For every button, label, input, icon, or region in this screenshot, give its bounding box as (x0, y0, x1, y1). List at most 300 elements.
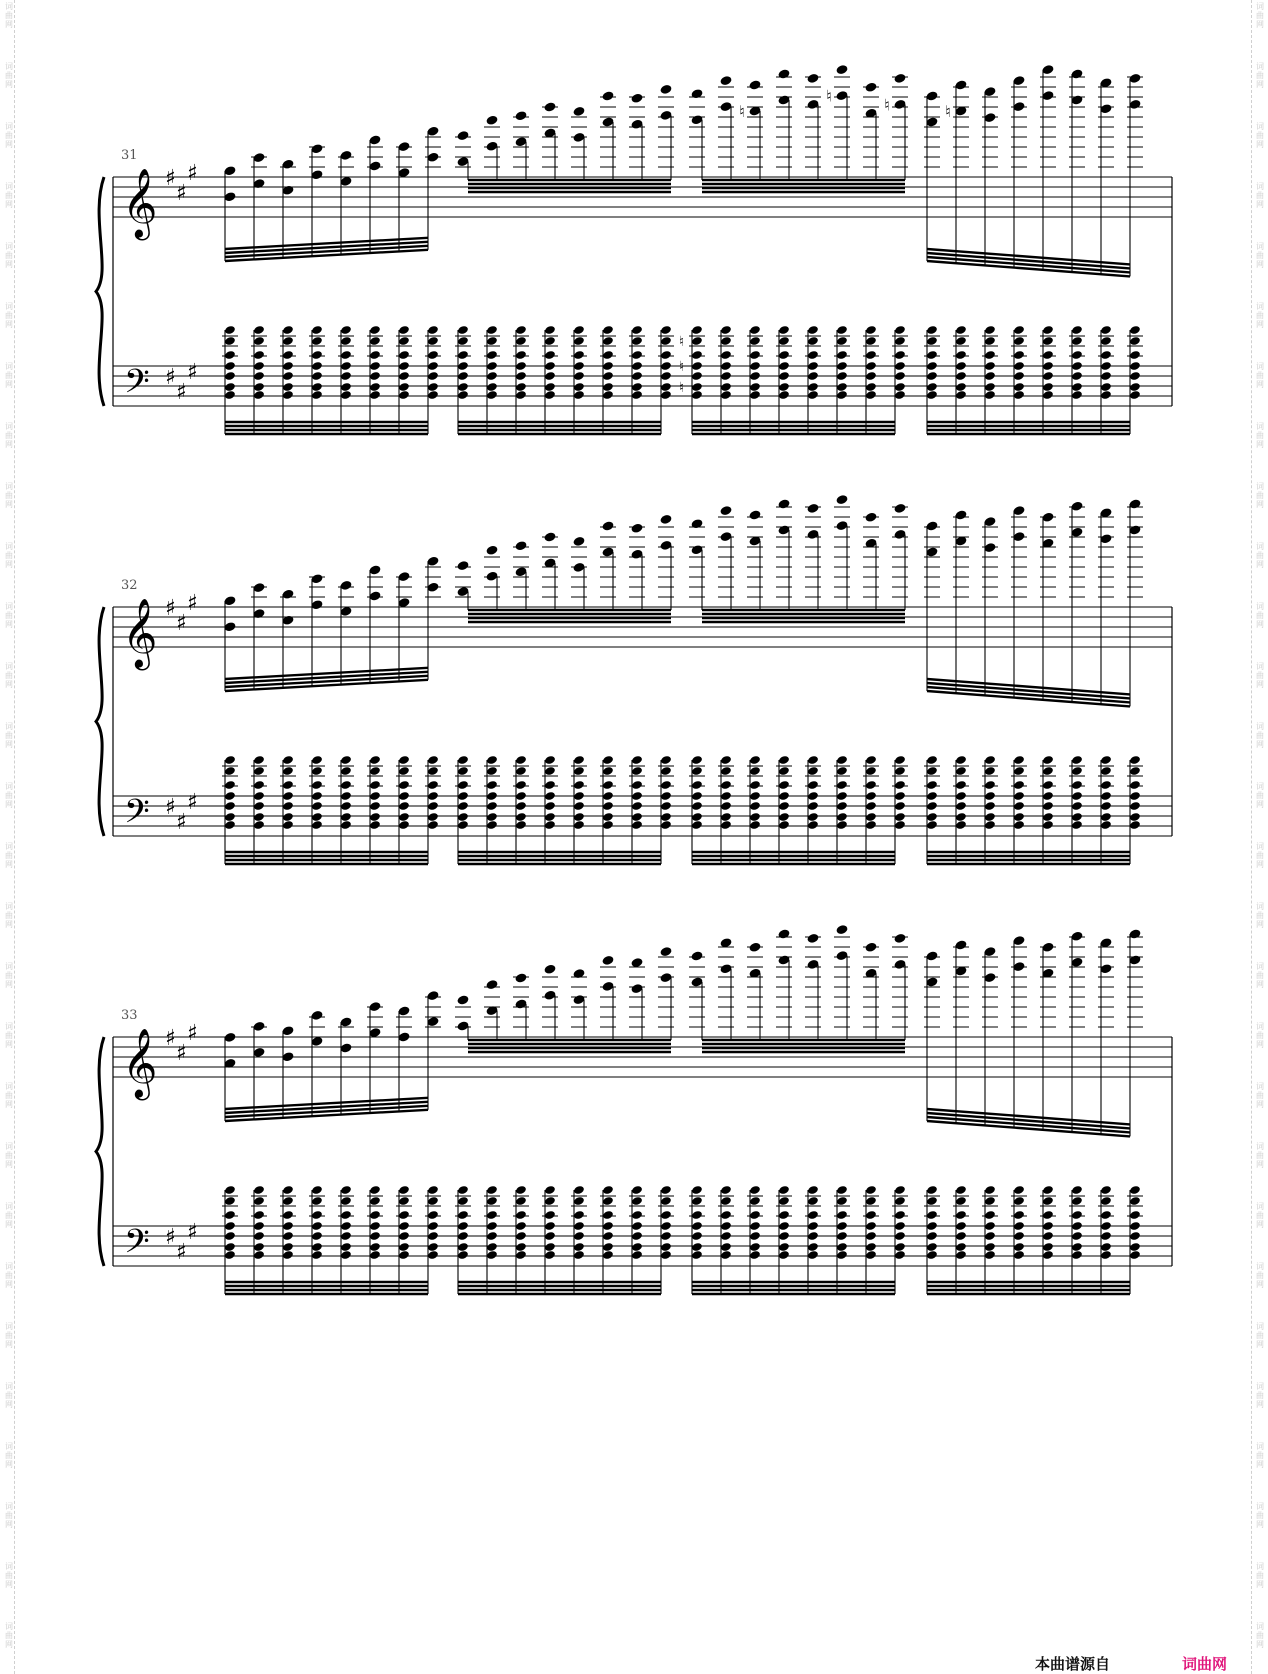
chord-note-head (486, 801, 498, 811)
chord-note-head (573, 1242, 585, 1252)
chord-note-head (660, 755, 672, 765)
chord-note-head (253, 1196, 265, 1206)
chord-note-head (282, 1231, 294, 1241)
key-sharp: ♯ (187, 1220, 198, 1245)
chord-note-head (515, 755, 527, 765)
chord-note-head (253, 325, 265, 335)
chord-note-head (807, 1221, 819, 1231)
chord-note-head (253, 390, 265, 400)
chord-note-head (573, 390, 585, 400)
chord-note-head (573, 766, 585, 776)
chord-note-head (369, 1242, 381, 1252)
chord-note-head (427, 1196, 439, 1206)
watermark-glyph: 词 曲 网 (5, 1442, 13, 1469)
chord-note-head (1013, 1221, 1025, 1231)
chord-note-head (1071, 791, 1083, 801)
system-33 (96, 924, 1172, 1294)
chord-note-head (955, 820, 967, 830)
watermark-glyph: 词 曲 网 (1256, 122, 1264, 149)
chord-note-head (602, 820, 614, 830)
chord-note-head (631, 1185, 643, 1195)
chord-note-head (253, 755, 265, 765)
chord-note-head (1100, 791, 1112, 801)
chord-note-head (984, 1242, 996, 1252)
chord-note-head (631, 1242, 643, 1252)
chord-note-head (1013, 336, 1025, 346)
note-head (690, 950, 703, 961)
chord-note-head (1042, 336, 1054, 346)
chord-note-head (749, 1242, 761, 1252)
chord-note-head (1013, 755, 1025, 765)
chord-note-head (631, 336, 643, 346)
chord-note-head (691, 325, 703, 335)
chord-note-head (311, 361, 323, 371)
chord-note-head (691, 382, 703, 392)
note-head (835, 924, 848, 935)
chord-note-head (631, 390, 643, 400)
chord-note-head (573, 1221, 585, 1231)
note-head (806, 933, 819, 944)
watermark-glyph: 词 曲 网 (1256, 962, 1264, 989)
chord-note-head (836, 1210, 848, 1220)
chord-note-head (573, 382, 585, 392)
note-head (485, 545, 498, 556)
chord-note-head (660, 1231, 672, 1241)
chord-note-head (955, 812, 967, 822)
chord-note-head (1100, 1250, 1112, 1260)
chord-note-head (224, 1250, 236, 1260)
chord-note-head (544, 336, 556, 346)
chord-note-head (720, 791, 732, 801)
chord-note-head (1013, 820, 1025, 830)
chord-note-head (544, 755, 556, 765)
chord-note-head (340, 1242, 352, 1252)
chord-note-head (778, 766, 790, 776)
chord-note-head (427, 1210, 439, 1220)
chord-note-head (457, 350, 469, 360)
chord-note-head (282, 780, 294, 790)
chord-note-head (486, 755, 498, 765)
chord-note-head (894, 766, 906, 776)
chord-note-head (340, 801, 352, 811)
chord-note-head (340, 1231, 352, 1241)
chord-note-head (955, 1196, 967, 1206)
chord-note-head (691, 766, 703, 776)
chord-note-head (984, 390, 996, 400)
chord-note-head (631, 791, 643, 801)
chord-note-head (224, 1185, 236, 1195)
chord-note-head (602, 780, 614, 790)
chord-note-head (1100, 371, 1112, 381)
chord-note-head (224, 350, 236, 360)
chord-note-head (340, 791, 352, 801)
note-head (659, 946, 672, 957)
watermark-glyph: 词 曲 网 (1256, 842, 1264, 869)
chord-note-head (926, 1196, 938, 1206)
chord-note-head (1071, 1231, 1083, 1241)
natural-accidental: ♮ (945, 102, 951, 121)
chord-note-head (486, 361, 498, 371)
chord-note-head (340, 755, 352, 765)
note-head (719, 505, 732, 516)
watermark-glyph: 词 曲 网 (1256, 182, 1264, 209)
watermark-glyph: 词 曲 网 (1256, 722, 1264, 749)
chord-note-head (457, 766, 469, 776)
chord-note-head (427, 1221, 439, 1231)
chord-note-head (955, 361, 967, 371)
footer-source-label: 本曲谱源自 (1035, 1655, 1111, 1673)
chord-note-head (660, 1196, 672, 1206)
chord-note-head (1100, 325, 1112, 335)
chord-note-head (926, 1185, 938, 1195)
chord-note-head (427, 1242, 439, 1252)
chord-note-head (486, 1221, 498, 1231)
chord-note-head (807, 1196, 819, 1206)
chord-note-head (807, 336, 819, 346)
chord-note-head (926, 755, 938, 765)
watermark-glyph: 词 曲 网 (1256, 2, 1264, 29)
natural-accidental: ♮ (679, 334, 685, 350)
chord-note-head (398, 1221, 410, 1231)
chord-note-head (1129, 1250, 1141, 1260)
chord-note-head (807, 1250, 819, 1260)
footer-brand-link[interactable]: 词曲网 (1182, 1655, 1228, 1673)
chord-note-head (865, 755, 877, 765)
chord-note-head (955, 766, 967, 776)
chord-note-head (1042, 755, 1054, 765)
chord-note-head (1013, 780, 1025, 790)
chord-note-head (282, 382, 294, 392)
chord-note-head (224, 780, 236, 790)
chord-note-head (311, 336, 323, 346)
chord-note-head (865, 812, 877, 822)
treble-clef: 𝄞 (122, 168, 158, 238)
chord-note-head (807, 780, 819, 790)
chord-note-head (720, 1231, 732, 1241)
chord-note-head (544, 390, 556, 400)
chord-note-head (660, 382, 672, 392)
chord-note-head (515, 1185, 527, 1195)
chord-note-head (1013, 390, 1025, 400)
chord-note-head (573, 1185, 585, 1195)
chord-note-head (807, 766, 819, 776)
key-sharp: ♯ (165, 1225, 176, 1250)
chord-note-head (749, 801, 761, 811)
chord-note-head (720, 766, 732, 776)
chord-note-head (340, 350, 352, 360)
chord-note-head (836, 361, 848, 371)
chord-note-head (1100, 1185, 1112, 1195)
chord-note-head (894, 820, 906, 830)
chord-note-head (398, 820, 410, 830)
chord-note-head (984, 1185, 996, 1195)
chord-note-head (224, 382, 236, 392)
key-sharp: ♯ (176, 181, 187, 206)
chord-note-head (1129, 336, 1141, 346)
chord-note-head (1071, 371, 1083, 381)
chord-note-head (369, 801, 381, 811)
chord-note-head (955, 382, 967, 392)
chord-note-head (691, 1242, 703, 1252)
chord-note-head (691, 812, 703, 822)
chord-note-head (573, 801, 585, 811)
chord-note-head (427, 1231, 439, 1241)
chord-note-head (984, 1210, 996, 1220)
chord-note-head (926, 361, 938, 371)
chord-note-head (807, 1185, 819, 1195)
chord-note-head (894, 1196, 906, 1206)
watermark-glyph: 词 曲 网 (5, 422, 13, 449)
chord-note-head (486, 1185, 498, 1195)
chord-note-head (398, 1185, 410, 1195)
chord-note-head (515, 780, 527, 790)
chord-note-head (836, 390, 848, 400)
chord-note-head (631, 801, 643, 811)
note-head (456, 130, 469, 141)
chord-note-head (515, 1221, 527, 1231)
chord-note-head (340, 1185, 352, 1195)
chord-note-head (926, 812, 938, 822)
chord-note-head (398, 371, 410, 381)
chord-note-head (836, 820, 848, 830)
chord-note-head (955, 791, 967, 801)
chord-note-head (984, 1231, 996, 1241)
chord-note-head (1013, 766, 1025, 776)
beam (927, 687, 1130, 702)
chord-note-head (486, 1196, 498, 1206)
chord-note-head (311, 1185, 323, 1195)
chord-note-head (253, 1210, 265, 1220)
chord-note-head (282, 1242, 294, 1252)
chord-note-head (340, 766, 352, 776)
chord-note-head (369, 812, 381, 822)
key-sharp: ♯ (176, 1240, 187, 1265)
chord-note-head (836, 1250, 848, 1260)
chord-note-head (660, 1185, 672, 1195)
watermark-glyph: 词 曲 网 (5, 2, 13, 29)
chord-note-head (984, 780, 996, 790)
measure-number-31: 31 (121, 148, 138, 163)
chord-note-head (398, 1242, 410, 1252)
chord-note-head (955, 1210, 967, 1220)
chord-note-head (515, 1196, 527, 1206)
chord-note-head (398, 1250, 410, 1260)
chord-note-head (427, 361, 439, 371)
chord-note-head (486, 1242, 498, 1252)
chord-note-head (984, 325, 996, 335)
chord-note-head (224, 755, 236, 765)
watermark-glyph: 词 曲 网 (1256, 1622, 1264, 1649)
chord-note-head (602, 755, 614, 765)
chord-note-head (515, 1231, 527, 1241)
chord-note-head (1100, 812, 1112, 822)
chord-note-head (1042, 361, 1054, 371)
chord-note-head (778, 1221, 790, 1231)
chord-note-head (720, 1185, 732, 1195)
chord-note-head (1071, 325, 1083, 335)
chord-note-head (631, 812, 643, 822)
beam (927, 1121, 1130, 1136)
chord-note-head (602, 371, 614, 381)
watermark-glyph: 词 曲 网 (5, 62, 13, 89)
chord-note-head (311, 371, 323, 381)
chord-note-head (224, 371, 236, 381)
watermark-glyph: 词 曲 网 (5, 962, 13, 989)
chord-note-head (1071, 382, 1083, 392)
chord-note-head (340, 336, 352, 346)
chord-note-head (515, 791, 527, 801)
chord-note-head (894, 361, 906, 371)
chord-note-head (631, 1250, 643, 1260)
chord-note-head (720, 820, 732, 830)
chord-note-head (427, 371, 439, 381)
chord-note-head (602, 1231, 614, 1241)
chord-note-head (311, 1242, 323, 1252)
watermark-glyph: 词 曲 网 (1256, 902, 1264, 929)
chord-note-head (427, 820, 439, 830)
watermark-glyph: 词 曲 网 (1256, 1022, 1264, 1049)
chord-note-head (369, 371, 381, 381)
natural-accidental: ♮ (679, 359, 685, 375)
note-head (601, 955, 614, 966)
watermark-glyph: 词 曲 网 (1256, 1082, 1264, 1109)
chord-note-head (660, 1242, 672, 1252)
chord-note-head (398, 1231, 410, 1241)
chord-note-head (865, 390, 877, 400)
chord-note-head (486, 325, 498, 335)
chord-note-head (427, 336, 439, 346)
chord-note-head (369, 390, 381, 400)
chord-note-head (282, 812, 294, 822)
chord-note-head (369, 1185, 381, 1195)
chord-note-head (340, 1250, 352, 1260)
chord-note-head (282, 336, 294, 346)
beam (927, 1113, 1130, 1128)
chord-note-head (602, 812, 614, 822)
chord-note-head (984, 336, 996, 346)
note-head (835, 64, 848, 75)
chord-note-head (865, 820, 877, 830)
chord-note-head (398, 766, 410, 776)
chord-note-head (340, 1221, 352, 1231)
chord-note-head (865, 1221, 877, 1231)
chord-note-head (984, 1250, 996, 1260)
chord-note-head (720, 812, 732, 822)
chord-note-head (955, 390, 967, 400)
chord-note-head (1071, 361, 1083, 371)
note-head (485, 115, 498, 126)
chord-note-head (457, 1231, 469, 1241)
chord-note-head (660, 791, 672, 801)
chord-note-head (807, 390, 819, 400)
chord-note-head (398, 361, 410, 371)
chord-note-head (1129, 1196, 1141, 1206)
watermark-glyph: 词 曲 网 (5, 1142, 13, 1169)
chord-note-head (894, 1221, 906, 1231)
chord-note-head (515, 820, 527, 830)
chord-note-head (807, 820, 819, 830)
chord-note-head (894, 1210, 906, 1220)
chord-note-head (836, 325, 848, 335)
chord-note-head (660, 780, 672, 790)
chord-note-head (807, 325, 819, 335)
chord-note-head (865, 336, 877, 346)
chord-note-head (282, 755, 294, 765)
watermark-glyph: 词 曲 网 (5, 482, 13, 509)
chord-note-head (1071, 1210, 1083, 1220)
chord-note-head (253, 361, 265, 371)
chord-note-head (984, 812, 996, 822)
chord-note-head (282, 390, 294, 400)
chord-note-head (573, 350, 585, 360)
chord-note-head (1013, 350, 1025, 360)
chord-note-head (224, 820, 236, 830)
chord-note-head (253, 820, 265, 830)
chord-note-head (253, 1231, 265, 1241)
chord-note-head (398, 1196, 410, 1206)
chord-note-head (311, 755, 323, 765)
note-head (630, 93, 643, 104)
chord-note-head (720, 382, 732, 392)
chord-note-head (691, 350, 703, 360)
chord-note-head (1042, 350, 1054, 360)
chord-note-head (807, 1242, 819, 1252)
chord-note-head (720, 390, 732, 400)
chord-note-head (720, 1210, 732, 1220)
chord-note-head (340, 820, 352, 830)
chord-note-head (778, 390, 790, 400)
chord-note-head (894, 382, 906, 392)
watermark-glyph: 词 曲 网 (1256, 602, 1264, 629)
chord-note-head (1013, 361, 1025, 371)
chord-note-head (631, 371, 643, 381)
chord-note-head (660, 1250, 672, 1260)
chord-note-head (1129, 820, 1141, 830)
chord-note-head (807, 801, 819, 811)
chord-note-head (544, 1196, 556, 1206)
chord-note-head (984, 791, 996, 801)
treble-clef: 𝄞 (122, 598, 158, 668)
chord-note-head (282, 1196, 294, 1206)
chord-note-head (486, 371, 498, 381)
chord-note-head (778, 780, 790, 790)
chord-note-head (1071, 755, 1083, 765)
watermark-glyph: 词 曲 网 (5, 542, 13, 569)
chord-note-head (457, 390, 469, 400)
chord-note-head (253, 780, 265, 790)
watermark-glyph: 词 曲 网 (5, 242, 13, 269)
chord-note-head (486, 382, 498, 392)
chord-note-head (955, 336, 967, 346)
chord-note-head (631, 766, 643, 776)
chord-note-head (778, 1185, 790, 1195)
chord-note-head (631, 350, 643, 360)
chord-note-head (427, 382, 439, 392)
chord-note-head (253, 1185, 265, 1195)
chord-note-head (836, 1242, 848, 1252)
watermark-glyph: 词 曲 网 (1256, 1202, 1264, 1229)
chord-note-head (369, 1231, 381, 1241)
chord-note-head (865, 325, 877, 335)
chord-note-head (691, 780, 703, 790)
chord-note-head (984, 361, 996, 371)
chord-note-head (1100, 1221, 1112, 1231)
chord-note-head (544, 1185, 556, 1195)
key-sharp: ♯ (187, 1021, 198, 1046)
chord-note-head (486, 390, 498, 400)
chord-note-head (894, 812, 906, 822)
beam (927, 249, 1130, 264)
